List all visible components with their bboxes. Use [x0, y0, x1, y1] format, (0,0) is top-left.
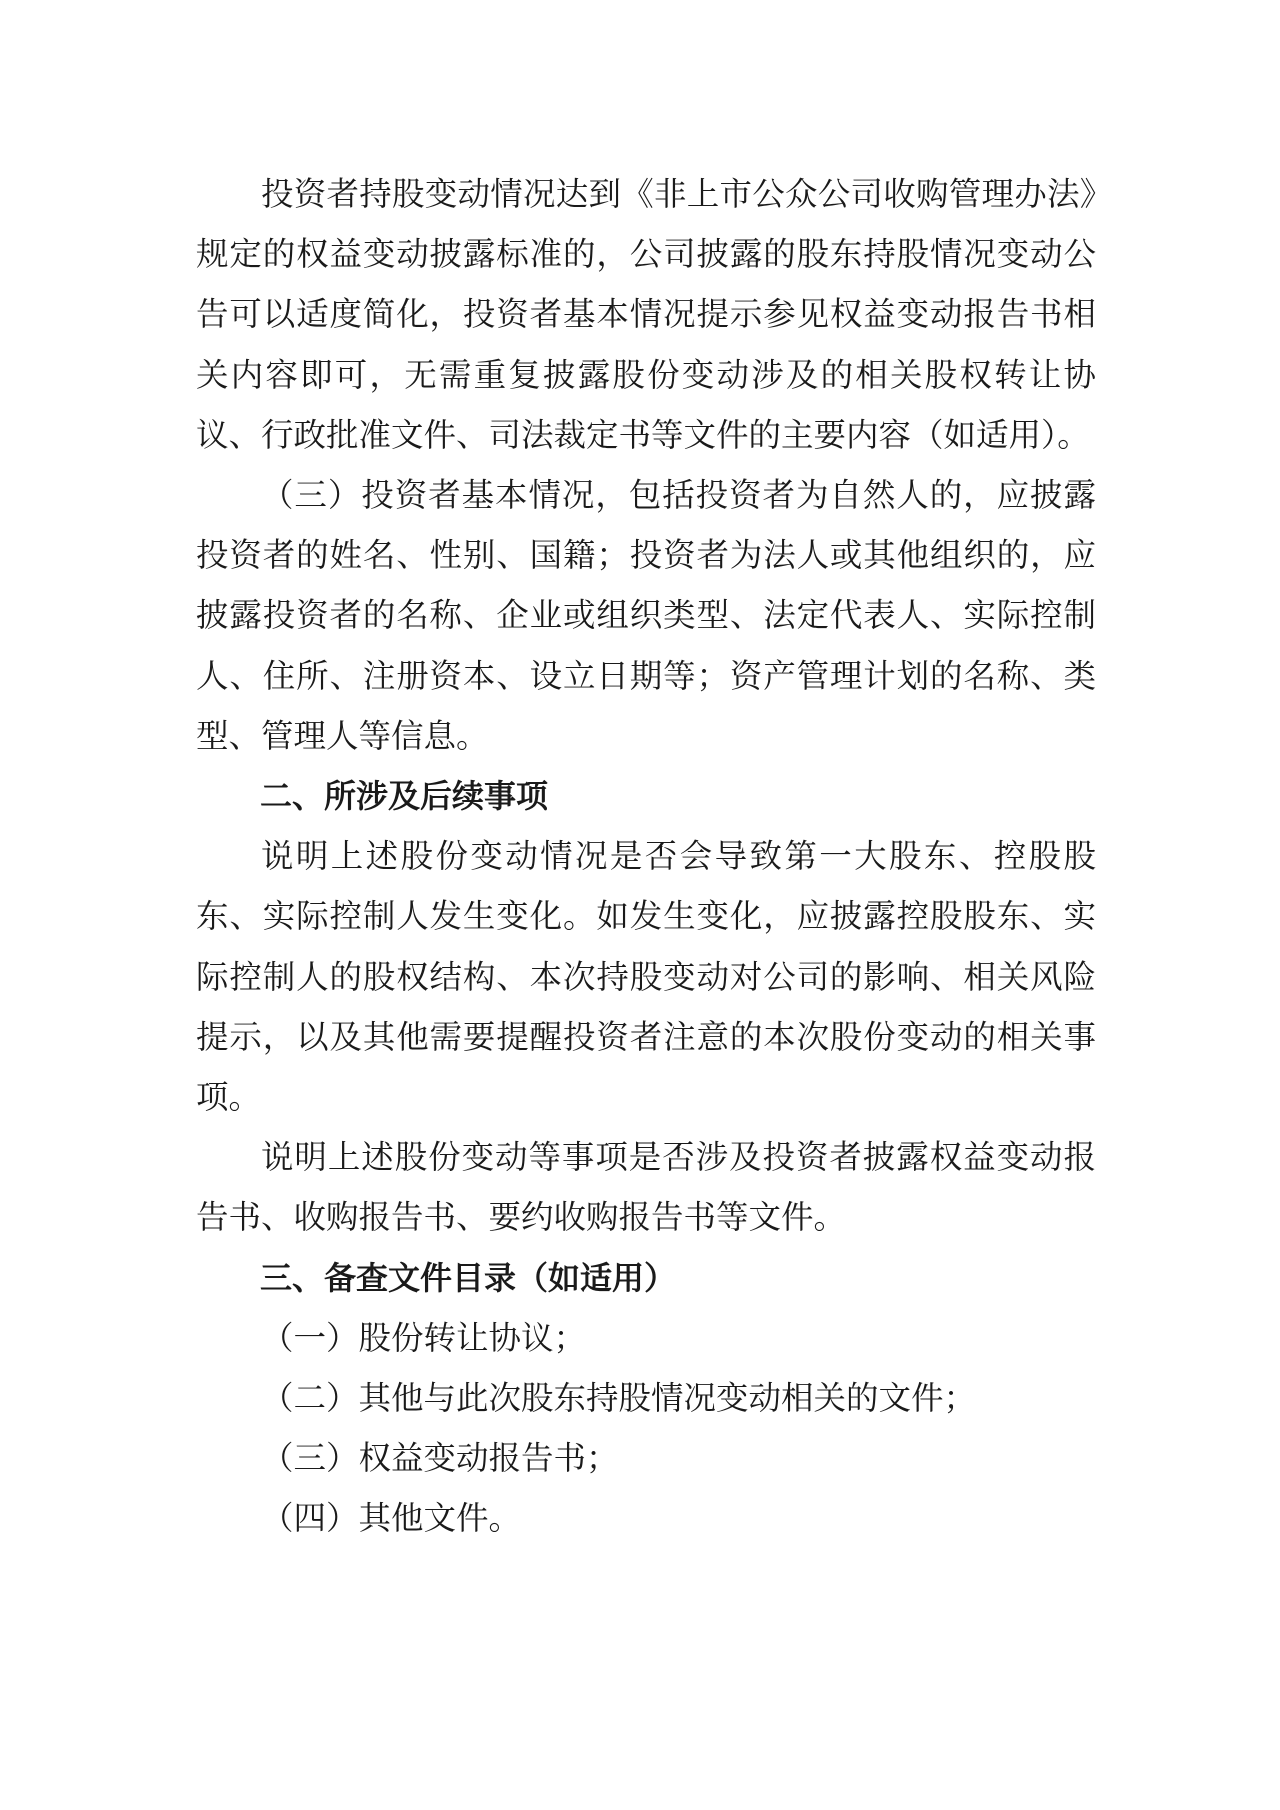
section-heading-follow-up-matters: 二、所涉及后续事项 [260, 777, 549, 816]
section-heading-reference-documents: 三、备查文件目录（如适用） [260, 1258, 677, 1297]
paragraph-disclosure-simplification: 投资者持股变动情况达到《非上市公众公司收购管理办法》规定的权益变动披露标准的，公司披露的股东持股情况变动公告可以适度简化，投资者基本情况提示参见权益变动报告书相关内容即可，无需重复披露股份变动涉及的相关股权转让协议、行政批准文件、司法裁定书等文件的主要内容（如适用）。 [196, 175, 1096, 454]
list-item: （一）股份转让协议； [261, 1318, 587, 1357]
paragraph-investor-basic-info: （三）投资者基本情况，包括投资者为自然人的，应披露投资者的姓名、性别、国籍；投资者为法人或其他组织的，应披露投资者的名称、企业或组织类型、法定代表人、实际控制人、住所、注册资本、设立日期等；资产管理计划的名称、类型、管理人等信息。 [196, 476, 1096, 755]
document-body [196, 164, 1096, 1549]
list-item: （四）其他文件。 [261, 1499, 522, 1538]
list-item: （三）权益变动报告书； [261, 1439, 619, 1478]
paragraph-shareholder-change: 说明上述股份变动情况是否会导致第一大股东、控股股东、实际控制人发生变化。如发生变化，应披露控股股东、实际控制人的股权结构、本次持股变动对公司的影响、相关风险提示，以及其他需要提醒投资者注意的本次股份变动的相关事项。 [196, 837, 1096, 1117]
list-item: （二）其他与此次股东持股情况变动相关的文件； [261, 1379, 977, 1418]
paragraph-report-disclosure: 说明上述股份变动等事项是否涉及投资者披露权益变动报告书、收购报告书、要约收购报告书等文件。 [196, 1138, 1096, 1237]
